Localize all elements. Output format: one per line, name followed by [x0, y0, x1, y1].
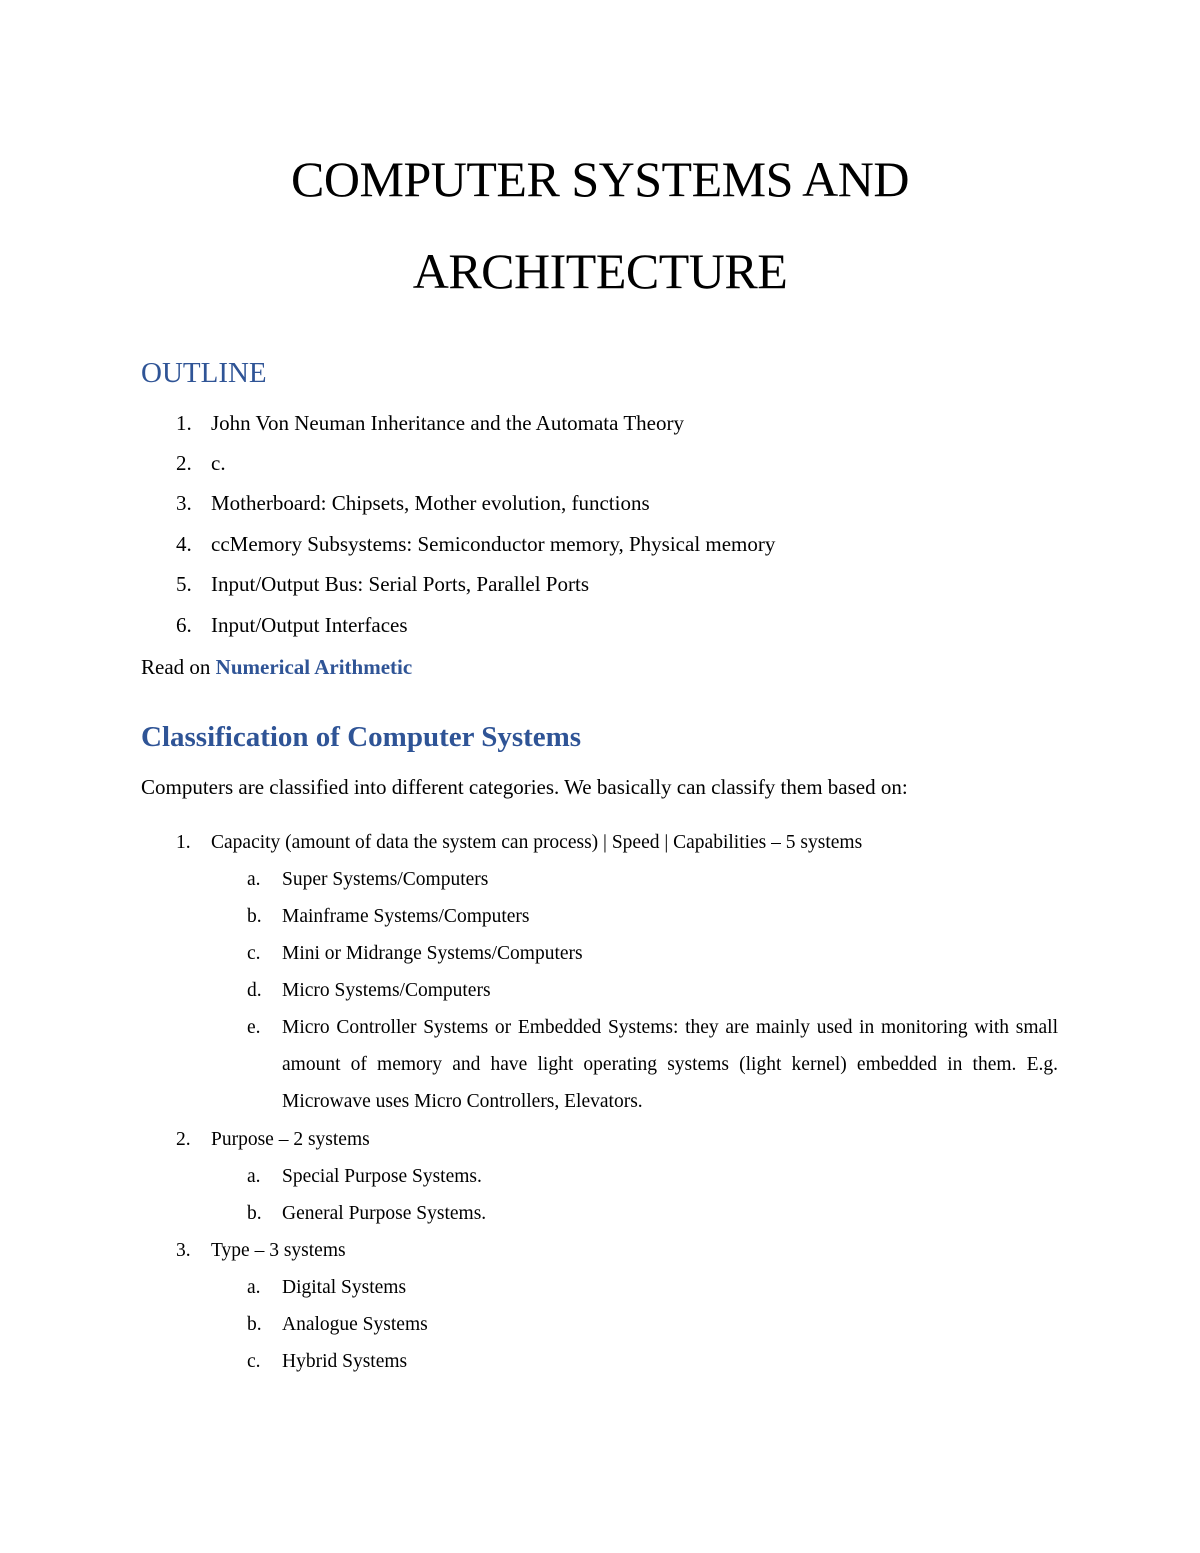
- subitem-text: Hybrid Systems: [282, 1351, 408, 1372]
- subitem-letter: b.: [247, 1314, 262, 1335]
- subitem-text: Mainframe Systems/Computers: [282, 906, 530, 927]
- outline-item-number: 5.: [176, 572, 192, 596]
- read-on-link[interactable]: Numerical Arithmetic: [215, 655, 413, 679]
- subitem-letter: c.: [247, 943, 261, 964]
- outline-item-number: 2.: [176, 451, 192, 475]
- group-number: 3.: [176, 1240, 191, 1261]
- subitem-text: Micro Systems/Computers: [282, 980, 491, 1001]
- intro-paragraph: Computers are classified into different categories. We basically can classify them based on:: [141, 775, 908, 799]
- outline-item-text: John Von Neuman Inheritance and the Automata Theory: [211, 411, 684, 435]
- subitem-letter: c.: [247, 1351, 261, 1372]
- outline-item-text: ccMemory Subsystems: Semiconductor memory, Physical memory: [211, 532, 776, 556]
- outline-heading: OUTLINE: [141, 357, 267, 389]
- outline-item-number: 1.: [176, 411, 192, 435]
- subitem-text: Micro Controller Systems or Embedded Systems: they are mainly used in monitoring with small amount of memory and have light operating systems (light kernel) embedded in them. E.g. Microwave uses Micro Controllers, Elevators.: [282, 1017, 1058, 1112]
- group-number: 1.: [176, 832, 191, 853]
- group-text: Capacity (amount of data the system can process) | Speed | Capabilities – 5 systems: [211, 832, 863, 853]
- group-number: 2.: [176, 1129, 191, 1150]
- subitem-text: Special Purpose Systems.: [282, 1166, 482, 1187]
- subitem-letter: a.: [247, 1277, 261, 1298]
- subitem-letter: b.: [247, 906, 262, 927]
- section-heading: Classification of Computer Systems: [141, 721, 582, 753]
- group-text: Purpose – 2 systems: [211, 1129, 370, 1150]
- outline-item-number: 4.: [176, 532, 192, 556]
- group-text: Type – 3 systems: [211, 1240, 346, 1261]
- subitem-letter: e.: [247, 1017, 261, 1038]
- title-line-1: COMPUTER SYSTEMS AND: [291, 151, 909, 207]
- subitem-text: Super Systems/Computers: [282, 869, 489, 890]
- outline-item-number: 3.: [176, 491, 192, 515]
- subitem-text: Digital Systems: [282, 1277, 407, 1298]
- outline-item-text: Motherboard: Chipsets, Mother evolution, functions: [211, 491, 650, 515]
- outline-item-text: c.: [211, 451, 226, 475]
- subitem-letter: a.: [247, 869, 261, 890]
- outline-item-text: Input/Output Interfaces: [211, 613, 408, 637]
- read-on-prefix: Read on: [141, 655, 216, 679]
- title-line-2: ARCHITECTURE: [412, 243, 788, 299]
- subitem-text: Mini or Midrange Systems/Computers: [282, 943, 583, 964]
- read-on-line: [141, 655, 412, 680]
- subitem-text: General Purpose Systems.: [282, 1203, 487, 1224]
- subitem-letter: b.: [247, 1203, 262, 1224]
- subitem-letter: a.: [247, 1166, 261, 1187]
- outline-item-number: 6.: [176, 613, 192, 637]
- outline-item-text: Input/Output Bus: Serial Ports, Parallel Ports: [211, 572, 589, 596]
- subitem-text: Analogue Systems: [282, 1314, 428, 1335]
- subitem-letter: d.: [247, 980, 262, 1001]
